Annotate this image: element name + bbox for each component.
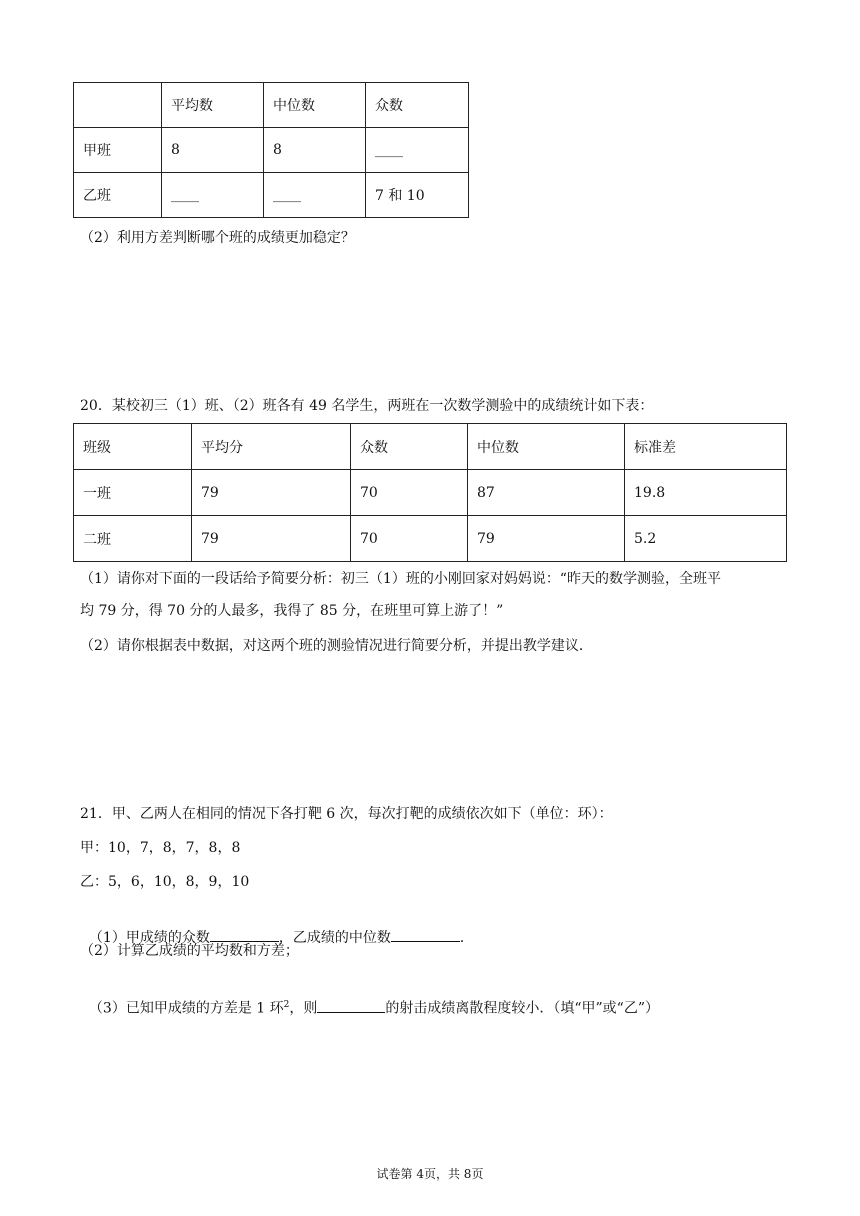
q20-part2: （2）请你根据表中数据，对这两个班的测验情况进行简要分析，并提出教学建议． (80, 638, 593, 654)
q21-intro: 21．甲、乙两人在相同的情况下各打靶 6 次，每次打靶的成绩依次如下（单位：环）： (80, 806, 613, 822)
q19-part2: （2）利用方差判断哪个班的成绩更加稳定？ (80, 230, 355, 246)
table-cell: 中位数 (468, 424, 625, 470)
table-header-row (74, 83, 469, 128)
q21-part1-text-a: （1）甲成绩的众数 (88, 930, 210, 946)
table-cell: 8 (264, 128, 366, 173)
table-cell: 8 (162, 128, 264, 173)
table-cell: 平均分 (192, 424, 351, 470)
table-cell: 7 和 10 (366, 173, 469, 218)
table-cell: 众数 (366, 83, 469, 128)
table-cell: 70 (351, 516, 468, 562)
table-row (74, 516, 787, 562)
table-cell: 一班 (74, 470, 192, 516)
answer-blank[interactable] (391, 927, 460, 942)
table-cell (74, 83, 162, 128)
table-row (74, 128, 469, 173)
table-cell: ____ (162, 173, 264, 218)
table-cell: 79 (192, 516, 351, 562)
table-cell: 班级 (74, 424, 192, 470)
q20-intro: 20．某校初三（1）班、（2）班各有 49 名学生，两班在一次数学测验中的成绩统计如下表： (80, 398, 654, 414)
table-cell: ____ (366, 128, 469, 173)
q21-part1-text-c: ． (459, 930, 474, 946)
stats-table-1 (73, 82, 469, 218)
q21-part3 (80, 975, 659, 1019)
q20-part1-line2: 均 79 分，得 70 分的人最多，我得了 85 分，在班里可算上游了！” (80, 603, 504, 619)
table-cell: 二班 (74, 516, 192, 562)
table-cell: 87 (468, 470, 625, 516)
table-cell: 5.2 (625, 516, 787, 562)
table-cell: 19.8 (625, 470, 787, 516)
table-cell: 中位数 (264, 83, 366, 128)
table-cell: 众数 (351, 424, 468, 470)
table-cell: 70 (351, 470, 468, 516)
q21-jia-scores: 甲：10，7，8，7，8，8 (80, 840, 241, 856)
table-cell: 标准差 (625, 424, 787, 470)
table-cell: ____ (264, 173, 366, 218)
table-cell: 79 (192, 470, 351, 516)
q21-part1-text-b: ，乙成绩的中位数 (278, 930, 391, 946)
table-cell: 甲班 (74, 128, 162, 173)
page-footer: 试卷第 4页，共 8页 (376, 1167, 484, 1181)
q21-part3-text-c: 的射击成绩离散程度较小．（填“甲”或“乙”） (385, 1000, 659, 1017)
table-cell: 平均数 (162, 83, 264, 128)
q21-part3-text-b: ，则 (289, 1000, 318, 1017)
q21-yi-scores: 乙：5，6，10，8，9，10 (80, 874, 250, 890)
table-row (74, 173, 469, 218)
q21-part3-text-a: （3）已知甲成绩的方差是 1 环 (88, 1000, 284, 1017)
table-header-row (74, 424, 787, 470)
superscript: 2 (283, 1000, 290, 1010)
table-cell: 乙班 (74, 173, 162, 218)
answer-blank[interactable] (210, 927, 279, 942)
stats-table-2 (73, 423, 787, 562)
q21-part2: （2）计算乙成绩的平均数和方差； (80, 943, 299, 959)
q20-part1-line1: （1）请你对下面的一段话给予简要分析：初三（1）班的小刚回家对妈妈说：“昨天的数学测验，全班平 (80, 571, 721, 587)
answer-blank[interactable] (317, 998, 385, 1013)
table-row (74, 470, 787, 516)
table-cell: 79 (468, 516, 625, 562)
